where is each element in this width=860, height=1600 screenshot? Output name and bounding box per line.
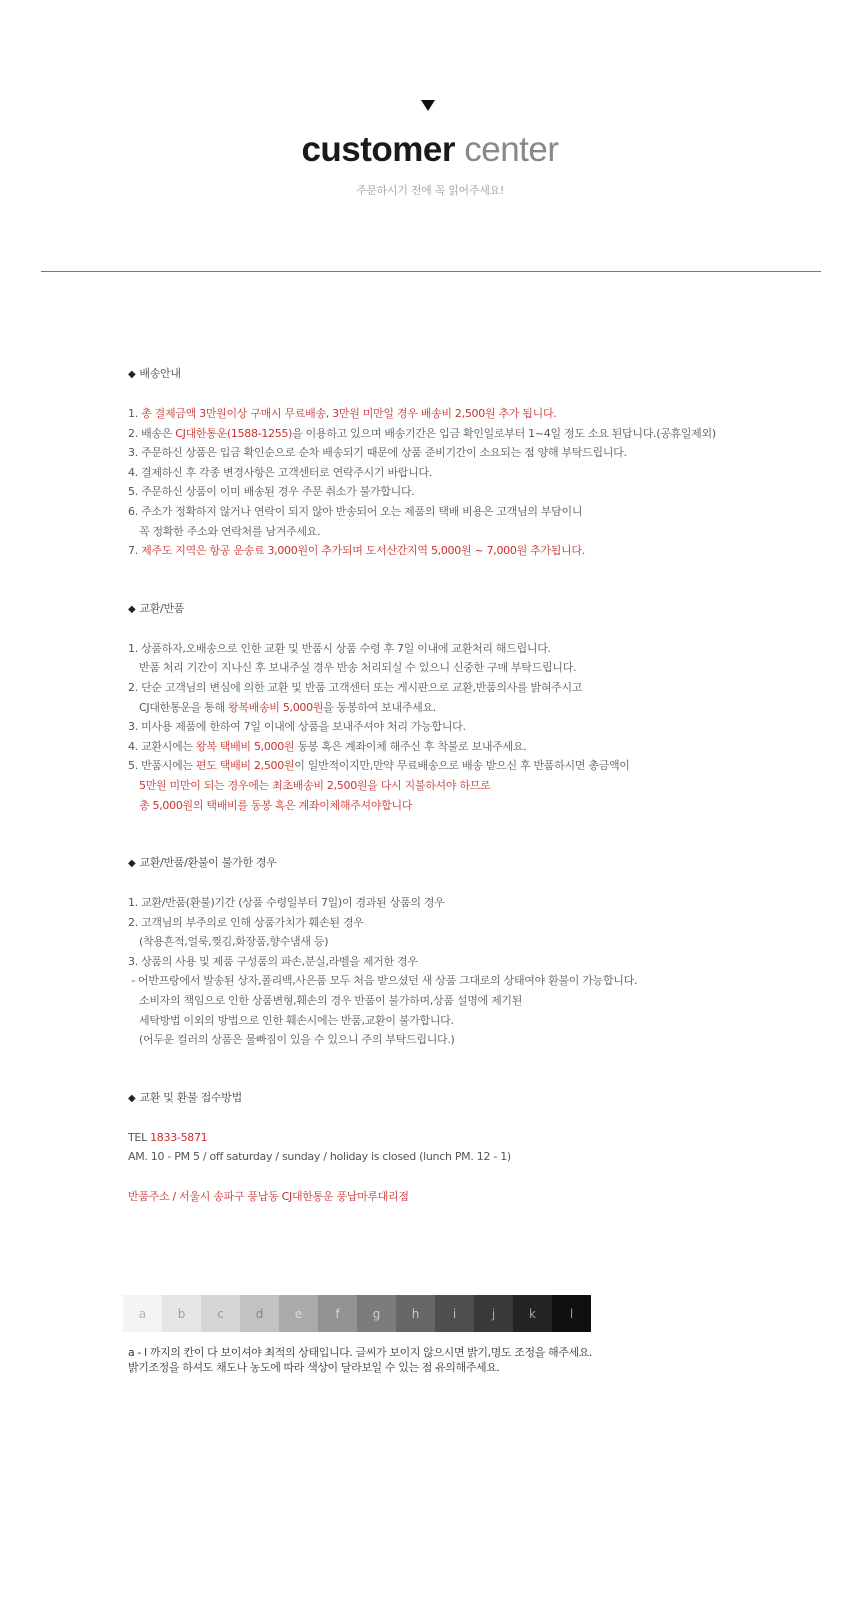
palette-swatch: h bbox=[396, 1295, 435, 1332]
highlight-text: 왕복배송비 5,000원 bbox=[228, 700, 324, 714]
palette-swatch: g bbox=[357, 1295, 396, 1332]
info-line bbox=[128, 971, 828, 991]
info-line bbox=[128, 698, 828, 718]
line-text: 4. 결제하신 후 각종 변경사항은 고객센터로 연락주시기 바랍니다. bbox=[128, 465, 432, 479]
palette-swatch: i bbox=[435, 1295, 474, 1332]
line-text: 3. 주문하신 상품은 입금 확인순으로 순차 배송되기 때문에 상품 준비기간이 소요되는 점 양해 부탁드립니다. bbox=[128, 446, 627, 460]
diamond-bullet-icon: ◆ bbox=[128, 858, 136, 870]
title-light: center bbox=[464, 130, 559, 169]
highlight-text: 왕복 택배비 5,000원 bbox=[195, 739, 295, 753]
info-line bbox=[128, 952, 828, 972]
palette-swatch: b bbox=[162, 1295, 201, 1332]
line-text: 동봉 혹은 계좌이체 해주신 후 착불로 보내주세요. bbox=[294, 739, 527, 753]
line-text: 소비자의 책임으로 인한 상품변형,훼손의 경우 반품이 불가하며,상품 설명에 제기된 bbox=[139, 994, 523, 1008]
line-text: 5. 주문하신 상품이 이미 배송된 경우 주문 취소가 불가합니다. bbox=[128, 485, 415, 499]
line-text: CJ대한통운을 통해 bbox=[139, 700, 228, 714]
line-text: 이 일반적이지만,만약 무료배송으로 배송 받으신 후 반품하시면 총금액이 bbox=[294, 759, 630, 773]
info-line bbox=[128, 482, 828, 502]
info-line bbox=[128, 443, 828, 463]
triangle-down-icon bbox=[421, 100, 435, 111]
line-text: 2. 배송은 bbox=[128, 426, 176, 440]
palette-swatch: e bbox=[279, 1295, 318, 1332]
highlight-text: 총 결제금액 3만원이상 구매시 무료배송, 3만원 미만일 경우 배송비 2,500원 추가 됩니다. bbox=[141, 407, 557, 420]
info-line bbox=[128, 678, 828, 698]
diamond-bullet-icon: ◆ bbox=[128, 603, 136, 615]
line-text: 꼭 정확한 주소와 연락처를 남겨주세요. bbox=[139, 524, 321, 538]
line-text: TEL bbox=[128, 1130, 151, 1144]
section-heading bbox=[128, 1088, 828, 1108]
info-line bbox=[128, 639, 828, 659]
line-text: AM. 10 - PM 5 / off saturday / sunday / holiday is closed (lunch PM. 12 - 1) bbox=[128, 1150, 511, 1164]
info-line bbox=[128, 796, 828, 816]
title-bold: customer bbox=[301, 130, 456, 169]
brightness-palette bbox=[123, 1295, 591, 1332]
info-line bbox=[128, 991, 828, 1011]
line-text: 을 동봉하여 보내주세요. bbox=[323, 700, 437, 714]
line-text: 반품 처리 기간이 지나신 후 보내주실 경우 반송 처리되실 수 있으니 신중한 구매 부탁드립니다. bbox=[139, 661, 577, 675]
highlight-text: 편도 택배비 2,500원 bbox=[195, 759, 295, 773]
info-line bbox=[128, 1147, 828, 1167]
info-line bbox=[128, 541, 828, 561]
palette-swatch: j bbox=[474, 1295, 513, 1332]
palette-note-line: a - l 까지의 칸이 다 보이셔야 최적의 상태입니다. 글씨가 보이지 않으시면 밝기,명도 조정을 해주세요. bbox=[128, 1346, 593, 1359]
info-line bbox=[128, 1030, 828, 1050]
palette-swatch: k bbox=[513, 1295, 552, 1332]
page-subtitle: 주문하시기 전에 꼭 읽어주세요! bbox=[356, 184, 504, 197]
section-heading bbox=[128, 853, 828, 873]
info-line bbox=[128, 522, 828, 542]
line-text: 1. 교환/반품(환불)기간 (상품 수령일부터 7일)이 경과된 상품의 경우 bbox=[128, 896, 445, 910]
line-text: 3. 상품의 사용 및 제품 구성품의 파손,분실,라벨을 제거한 경우 bbox=[128, 954, 418, 968]
highlight-text: 제주도 지역은 항공 운송료 3,000원이 추가되며 도서산간지역 5,000원 ~ 7,000원 추가됩니다. bbox=[141, 544, 585, 558]
info-line bbox=[128, 913, 828, 933]
line-text: 4. 교환시에는 bbox=[128, 739, 196, 753]
section-heading bbox=[128, 599, 828, 619]
line-text: - 어반프랑에서 발송된 상자,폴리백,사은품 모두 처음 받으셨던 새 상품 그대로의 상태여야 환불이 가능합니다. bbox=[128, 974, 638, 988]
page-title bbox=[0, 128, 860, 172]
highlight-text: 5만원 미만이 되는 경우에는 최초배송비 2,500원을 다시 지불하셔야 하므로 bbox=[139, 778, 491, 792]
info-line bbox=[128, 932, 828, 952]
info-line bbox=[128, 424, 828, 444]
info-line bbox=[128, 502, 828, 522]
line-text: 세탁방법 이외의 방법으로 인한 훼손시에는 반품,교환이 불가합니다. bbox=[139, 1013, 454, 1027]
info-line bbox=[128, 717, 828, 737]
highlight-text: 총 5,000원의 택배비를 동봉 혹은 계좌이체해주셔야합니다 bbox=[139, 798, 413, 812]
section-heading-text: 교환/반품/환불이 불가한 경우 bbox=[139, 856, 277, 870]
line-text: 6. 주소가 정확하지 않거나 연락이 되지 않아 반송되어 오는 제품의 택배 비용은 고객님의 부담이니 bbox=[128, 504, 583, 518]
palette-swatch: f bbox=[318, 1295, 357, 1332]
info-line bbox=[128, 1167, 828, 1187]
section-heading-text: 배송안내 bbox=[139, 367, 181, 380]
header-divider bbox=[41, 271, 821, 272]
highlight-text: 1833-5871 bbox=[150, 1130, 208, 1144]
line-text: 1. 상품하자,오배송으로 인한 교환 및 반품시 상품 수령 후 7일 이내에 교환처리 해드립니다. bbox=[128, 641, 551, 655]
info-content bbox=[128, 364, 828, 1206]
line-text: 5. 반품시에는 bbox=[128, 759, 196, 773]
info-line bbox=[128, 658, 828, 678]
highlight-text: 반품주소 / 서울시 송파구 풍납동 CJ대한통운 풍납마루대리점 bbox=[128, 1189, 409, 1203]
palette-note bbox=[128, 1345, 828, 1375]
line-text: (착용흔적,얼룩,찢김,화장품,향수냄새 등) bbox=[139, 935, 329, 949]
diamond-bullet-icon: ◆ bbox=[128, 1092, 136, 1104]
highlight-text: CJ대한통운(1588-1255) bbox=[175, 426, 293, 440]
line-text: 7. bbox=[128, 544, 142, 558]
info-line bbox=[128, 1187, 828, 1207]
palette-note-line: 밝기조정을 하셔도 채도나 농도에 따라 색상이 달라보일 수 있는 점 유의해주세요. bbox=[128, 1361, 500, 1374]
line-text: (어두운 컬러의 상품은 물빠짐이 있을 수 있으니 주의 부탁드립니다.) bbox=[139, 1033, 455, 1047]
info-line bbox=[128, 404, 828, 424]
info-line bbox=[128, 1011, 828, 1031]
line-text: 1. bbox=[128, 407, 142, 420]
info-line bbox=[128, 463, 828, 483]
info-line bbox=[128, 776, 828, 796]
section-heading bbox=[128, 364, 828, 384]
palette-swatch: d bbox=[240, 1295, 279, 1332]
section-heading-text: 교환/반품 bbox=[139, 601, 185, 615]
line-text: 2. 고객님의 부주의로 인해 상품가치가 훼손된 경우 bbox=[128, 915, 364, 929]
palette-swatch: l bbox=[552, 1295, 591, 1332]
info-line bbox=[128, 893, 828, 913]
palette-swatch: a bbox=[123, 1295, 162, 1332]
section-heading-text: 교환 및 환불 접수방법 bbox=[139, 1090, 242, 1104]
info-line bbox=[128, 737, 828, 757]
line-text: 2. 단순 고객님의 변심에 의한 교환 및 반품 고객센터 또는 게시판으로 교환,반품의사를 밝혀주시고 bbox=[128, 680, 583, 694]
info-line bbox=[128, 756, 828, 776]
line-text: 3. 미사용 제품에 한하여 7일 이내에 상품을 보내주셔야 처리 가능합니다. bbox=[128, 720, 466, 734]
info-line bbox=[128, 1128, 828, 1148]
line-text: 을 이용하고 있으며 배송기간은 입금 확인일로부터 1~4일 정도 소요 된답니다.(공휴일제외) bbox=[292, 426, 716, 440]
palette-swatch: c bbox=[201, 1295, 240, 1332]
diamond-bullet-icon: ◆ bbox=[128, 369, 136, 380]
